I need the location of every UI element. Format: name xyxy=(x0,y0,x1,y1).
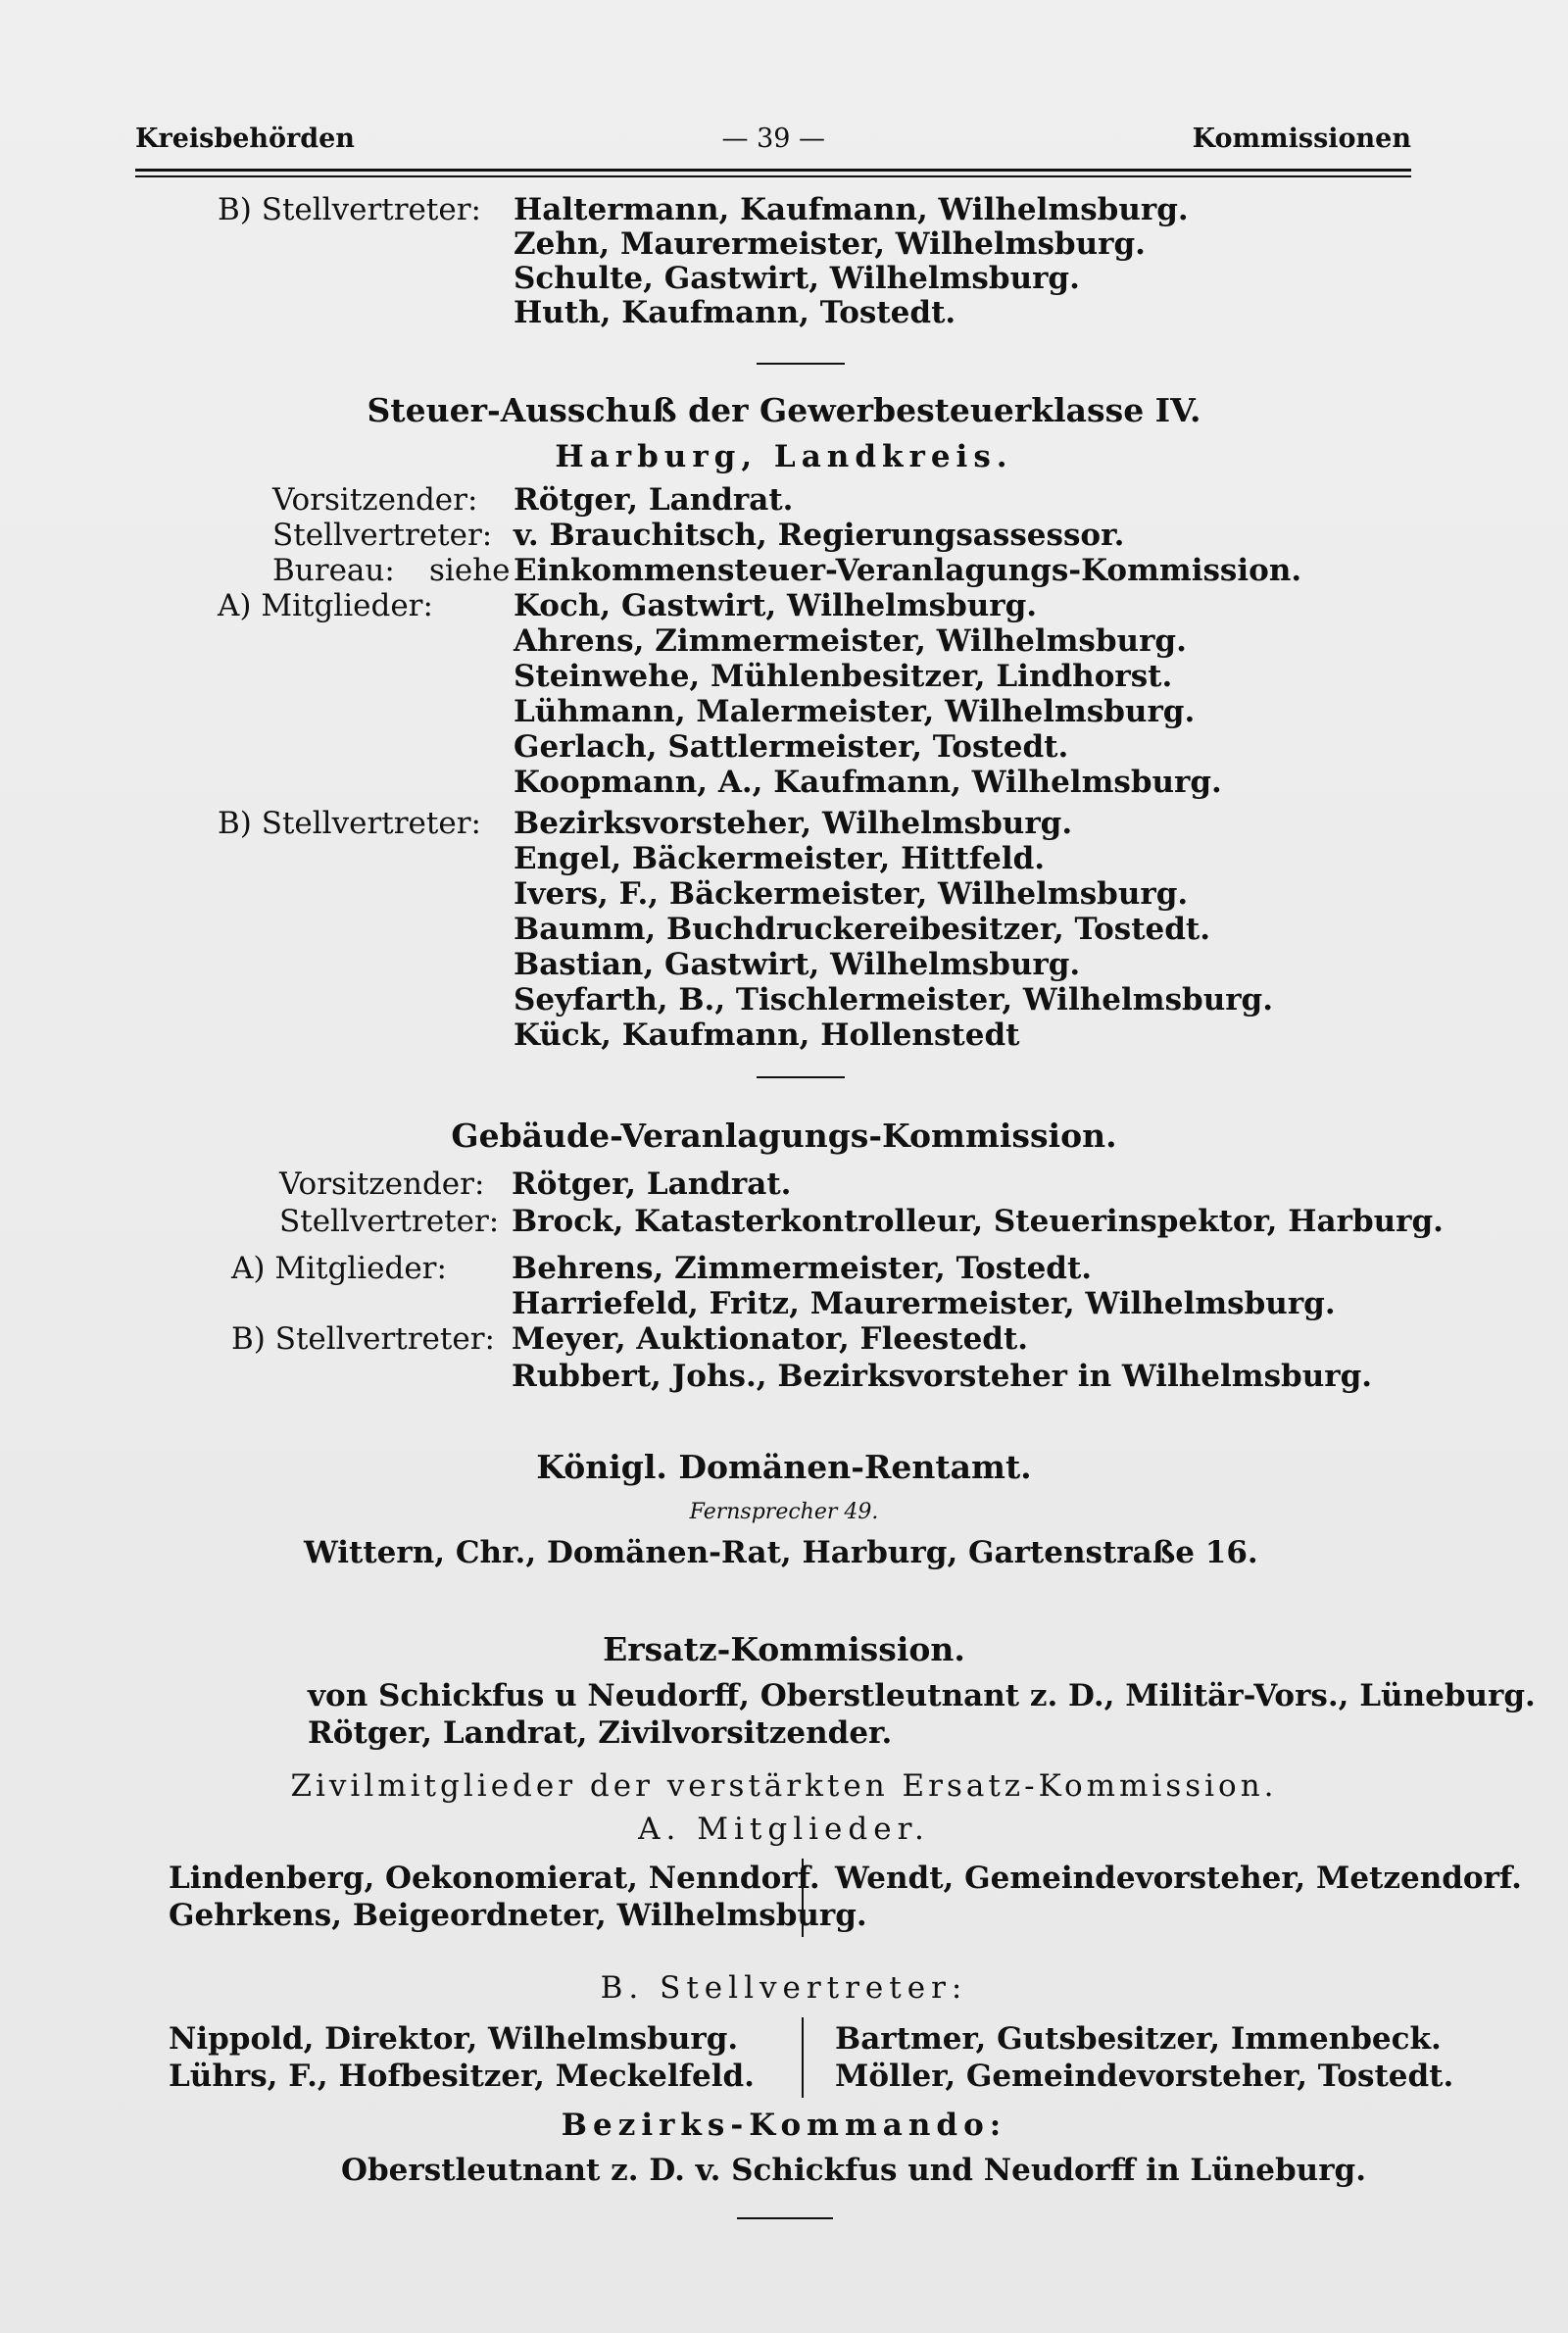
steuer-mitglied-1: Koch, Gastwirt, Wilhelmsburg. xyxy=(514,588,1038,623)
steuer-mitglied-5: Gerlach, Sattlermeister, Tostedt. xyxy=(514,729,1069,765)
steuer-bureau-label: Bureau: xyxy=(272,553,395,588)
ersatz-b-left-2: Lührs, F., Hofbesitzer, Meckelfeld. xyxy=(169,2059,755,2094)
ersatz-b-right-1: Bartmer, Gutsbesitzer, Immenbeck. xyxy=(835,2021,1442,2057)
steuer-bureau: Einkommensteuer-Veranlagungs-Kommission. xyxy=(514,553,1302,588)
ersatz-b-left-1: Nippold, Direktor, Wilhelmsburg. xyxy=(169,2021,739,2057)
separator xyxy=(757,1076,845,1078)
steuer-stellvertreter: v. Brauchitsch, Regierungsassessor. xyxy=(514,518,1125,553)
ersatz-a-left-1: Lindenberg, Oekonomierat, Nenndorf. xyxy=(169,1861,820,1896)
header-right: Kommissionen xyxy=(1192,124,1411,154)
ersatz-a-title: A. Mitglieder. xyxy=(638,1812,930,1847)
page-number: — 39 — xyxy=(721,124,826,154)
separator xyxy=(737,2217,833,2219)
top-entry-1: Haltermann, Kaufmann, Wilhelmsburg. xyxy=(514,192,1189,227)
gebaeude-stellv-2: Rubbert, Johs., Bezirksvorsteher in Wilhelmsburg. xyxy=(512,1359,1373,1394)
steuer-title: Steuer-Ausschuß der Gewerbesteuerklasse IV. xyxy=(367,391,1201,429)
page-header xyxy=(135,124,1411,154)
steuer-vorsitzender: Rötger, Landrat. xyxy=(514,482,794,518)
gebaeude-vorsitzender-label: Vorsitzender: xyxy=(279,1166,485,1202)
steuer-stellv-4: Baumm, Buchdruckereibesitzer, Tostedt. xyxy=(514,912,1211,947)
steuer-mitglied-3: Steinwehe, Mühlenbesitzer, Lindhorst. xyxy=(514,659,1173,694)
gebaeude-title: Gebäude-Veranlagungs-Kommission. xyxy=(451,1117,1117,1155)
ersatz-b-right-2: Möller, Gemeindevorsteher, Tostedt. xyxy=(835,2059,1454,2094)
ersatz-line-1: von Schickfus u Neudorff, Oberstleutnant z. D., Militär-Vors., Lüneburg. xyxy=(308,1678,1536,1713)
steuer-mitglieder-label: A) Mitglieder: xyxy=(218,588,433,623)
gebaeude-stellv-1: Meyer, Auktionator, Fleestedt. xyxy=(512,1321,1029,1357)
steuer-stellv-2: Engel, Bäckermeister, Hittfeld. xyxy=(514,841,1046,876)
gebaeude-vorsitzender: Rötger, Landrat. xyxy=(512,1166,792,1202)
domaenen-phone: Fernsprecher 49. xyxy=(689,1500,879,1524)
gebaeude-mitglied-1: Behrens, Zimmermeister, Tostedt. xyxy=(512,1251,1093,1286)
ersatz-subhead: Zivilmitglieder der verstärkten Ersatz-Kommission. xyxy=(290,1768,1278,1804)
steuer-mitglied-4: Lühmann, Malermeister, Wilhelmsburg. xyxy=(514,694,1196,729)
top-stellvertreter-label: B) Stellvertreter: xyxy=(218,192,481,227)
steuer-subtitle: Harburg, Landkreis. xyxy=(555,439,1013,474)
steuer-mitglied-2: Ahrens, Zimmermeister, Wilhelmsburg. xyxy=(514,623,1187,659)
gebaeude-stellv-label: B) Stellvertreter: xyxy=(231,1321,495,1357)
steuer-stellv-5: Bastian, Gastwirt, Wilhelmsburg. xyxy=(514,947,1081,982)
ersatz-line-2: Rötger, Landrat, Zivilvorsitzender. xyxy=(308,1715,893,1751)
separator xyxy=(757,363,845,365)
ersatz-b-title: B. Stellvertreter: xyxy=(600,1970,968,2006)
top-entry-3: Schulte, Gastwirt, Wilhelmsburg. xyxy=(514,261,1080,296)
gebaeude-mitglieder-label: A) Mitglieder: xyxy=(231,1251,447,1286)
domaenen-title: Königl. Domänen-Rentamt. xyxy=(536,1448,1032,1486)
gebaeude-stellvertreter-label: Stellvertreter: xyxy=(279,1204,500,1239)
steuer-stellv-3: Ivers, F., Bäckermeister, Wilhelmsburg. xyxy=(514,876,1189,912)
column-divider xyxy=(802,1859,804,1937)
ersatz-a-left-2: Gehrkens, Beigeordneter, Wilhelmsburg. xyxy=(169,1898,867,1933)
steuer-mitglied-6: Koopmann, A., Kaufmann, Wilhelmsburg. xyxy=(514,765,1222,800)
column-divider xyxy=(802,2017,804,2098)
steuer-bureau-prefix: siehe xyxy=(429,553,511,588)
gebaeude-mitglied-2: Harriefeld, Fritz, Maurermeister, Wilhelmsburg. xyxy=(512,1286,1336,1321)
header-rule xyxy=(135,169,1411,177)
bezirks-title: Bezirks-Kommando: xyxy=(561,2108,1007,2143)
steuer-stellv-label: B) Stellvertreter: xyxy=(218,806,481,841)
top-entry-4: Huth, Kaufmann, Tostedt. xyxy=(514,295,956,330)
top-entry-2: Zehn, Maurermeister, Wilhelmsburg. xyxy=(514,226,1146,262)
steuer-stellv-6: Seyfarth, B., Tischlermeister, Wilhelmsburg. xyxy=(514,982,1274,1018)
header-left: Kreisbehörden xyxy=(135,124,355,154)
steuer-stellv-1: Bezirksvorsteher, Wilhelmsburg. xyxy=(514,806,1073,841)
steuer-stellvertreter-label: Stellvertreter: xyxy=(272,518,493,553)
gebaeude-stellvertreter: Brock, Katasterkontrolleur, Steuerinspektor, Harburg. xyxy=(512,1204,1444,1239)
steuer-stellv-7: Kück, Kaufmann, Hollenstedt xyxy=(514,1018,1020,1053)
ersatz-title: Ersatz-Kommission. xyxy=(603,1630,965,1668)
domaenen-entry: Wittern, Chr., Domänen-Rat, Harburg, Gartenstraße 16. xyxy=(304,1535,1258,1570)
ersatz-a-right-1: Wendt, Gemeindevorsteher, Metzendorf. xyxy=(835,1861,1522,1896)
bezirks-entry: Oberstleutnant z. D. v. Schickfus und Neudorff in Lüneburg. xyxy=(341,2153,1367,2188)
steuer-vorsitzender-label: Vorsitzender: xyxy=(272,482,478,518)
